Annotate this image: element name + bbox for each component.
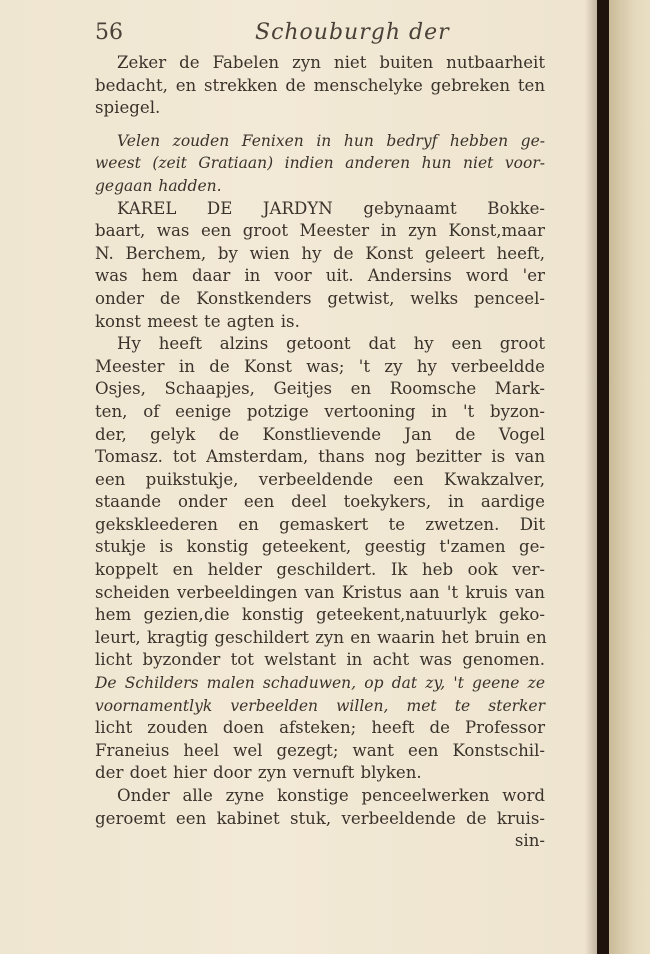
facing-page-edge: [609, 0, 650, 954]
text-line: Velen zouden Fenixen in hun bedryf hebben ge-: [117, 131, 545, 150]
text-line: KAREL DE JARDYN gebynaamt Bokke-: [117, 198, 545, 218]
text-line: een puikstukje, verbeeldende een Kwakzalver,: [95, 469, 545, 489]
text-line: koppelt en helder geschildert. Ik heb ook ver-: [95, 560, 545, 580]
text-line: gekskleederen en gemaskert te zwetzen. Dit: [95, 514, 545, 534]
page-number: 56: [95, 20, 123, 45]
gutter-shadow: [585, 0, 597, 954]
text-line: leurt, kragtig geschildert zyn en waarin het bruin en: [95, 627, 547, 647]
text-line: gegaan hadden.: [95, 176, 222, 195]
text-line: hem gezien,die konstig geteekent,natuurlyk geko-: [95, 605, 545, 625]
text-line: voornamentlyk verbeelden willen, met te sterker: [95, 696, 545, 715]
text-line: scheiden verbeeldingen van Kristus aan 't kruis van: [95, 582, 545, 602]
text-line: weest (zeit Gratiaan) indien anderen hun niet voor-: [95, 154, 545, 173]
text-line: Meester in de Konst was; 't zy hy verbeeldde: [95, 356, 545, 376]
text-line: Onder alle zyne konstige penceelwerken word: [117, 786, 545, 805]
body-text: [95, 52, 545, 853]
paragraph-gap: [95, 120, 545, 130]
text-line: baart, was een groot Meester in zyn Konst,maar: [95, 221, 545, 241]
text-line: licht zouden doen afsteken; heeft de Professor: [95, 718, 545, 738]
text-line: Tomasz. tot Amsterdam, thans nog bezitter is van: [95, 447, 545, 467]
page-header: [95, 20, 535, 52]
text-line: geroemt een kabinet stuk, verbeeldende de kruis-: [95, 808, 545, 828]
text-line: Hy heeft alzins getoont dat hy een groot: [117, 334, 545, 354]
text-line: sin-: [514, 831, 545, 851]
text-line: onder de Konstkenders getwist, welks penceel-: [95, 288, 545, 308]
text-line: der doet hier door zyn vernuft blyken.: [95, 763, 422, 783]
text-line: konst meest te agten is.: [95, 311, 300, 331]
text-line: licht byzonder tot welstant in acht was genomen.: [95, 650, 545, 670]
text-line: was hem daar in voor uit. Andersins word 'er: [95, 266, 545, 286]
text-line: Franeius heel wel gezegt; want een Konstschil-: [95, 740, 545, 760]
text-line: Osjes, Schaapjes, Geitjes en Roomsche Mark-: [95, 379, 545, 399]
text-line: spiegel.: [95, 98, 161, 118]
text-line: staande onder een deel toekykers, in aardige: [95, 492, 545, 512]
running-title: Schouburgh der: [255, 20, 450, 45]
text-line: N. Berchem, by wien hy de Konst geleert heeft,: [95, 243, 545, 263]
text-line: Zeker de Fabelen zyn niet buiten nutbaarheit: [117, 53, 545, 72]
book-gutter: [597, 0, 609, 954]
text-line: De Schilders malen schaduwen, op dat zy, 't geene ze: [95, 674, 545, 693]
text-line: bedacht, en strekken de menschelyke gebreken ten: [95, 75, 545, 95]
text-line: ten, of eenige potzige vertooning in 't byzon-: [95, 401, 545, 421]
text-line: stukje is konstig geteekent, geestig t'zamen ge-: [95, 537, 545, 557]
text-line: der, gelyk de Konstlievende Jan de Vogel: [95, 424, 545, 444]
